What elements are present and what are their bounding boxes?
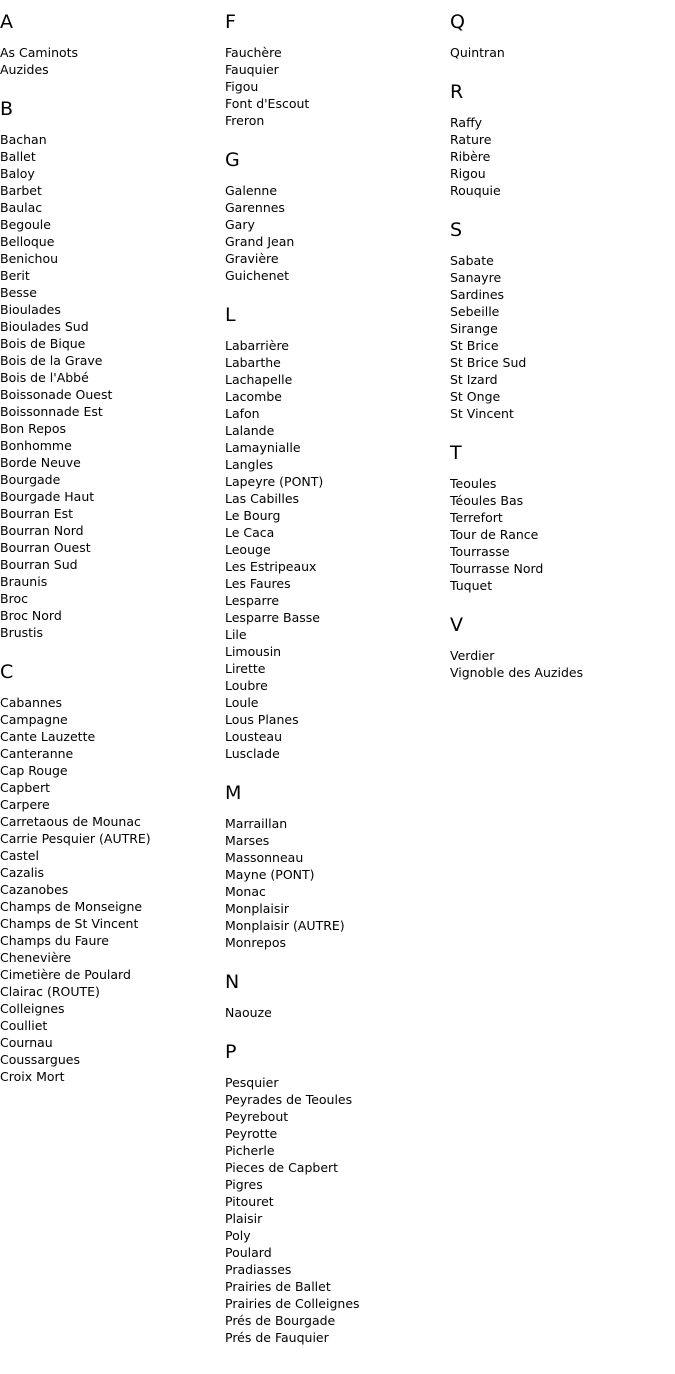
place-link-loule[interactable]: Loule — [225, 695, 259, 710]
place-link-lirette[interactable]: Lirette — [225, 661, 266, 676]
place-link-as-caminots[interactable]: As Caminots — [0, 45, 79, 60]
place-link-peyrebout[interactable]: Peyrebout — [225, 1109, 289, 1124]
place-link-tour-de-rance[interactable]: Tour de Rance — [450, 527, 539, 542]
place-link-champs-de-monseigne[interactable]: Champs de Monseigne — [0, 899, 143, 914]
place-link-cazanobes[interactable]: Cazanobes — [0, 882, 69, 897]
place-link-verdier[interactable]: Verdier — [450, 648, 495, 663]
place-link-carretaous-de-mounac[interactable]: Carretaous de Mounac — [0, 814, 141, 829]
place-list — [450, 114, 675, 199]
place-link-labarthe[interactable]: Labarthe — [225, 355, 281, 370]
place-link-baloy[interactable]: Baloy — [0, 166, 35, 181]
place-link-freron[interactable]: Freron — [225, 113, 265, 128]
place-link-raffy[interactable]: Raffy — [450, 115, 483, 130]
place-link-cante-lauzette[interactable]: Cante Lauzette — [0, 729, 96, 744]
place-link-monplaisir[interactable]: Monplaisir — [225, 901, 290, 916]
place-link-bon-repos[interactable]: Bon Repos — [0, 421, 67, 436]
place-link-pieces-de-capbert[interactable]: Pieces de Capbert — [225, 1160, 339, 1175]
place-link-croix-mort[interactable]: Croix Mort — [0, 1069, 65, 1084]
letter-group-g — [225, 146, 450, 284]
letter-group-b — [0, 95, 225, 641]
place-link-rature[interactable]: Rature — [450, 132, 492, 147]
place-link-besse[interactable]: Besse — [0, 285, 37, 300]
place-link-bourran-sud[interactable]: Bourran Sud — [0, 557, 78, 572]
place-link-carrie-pesquier-autre[interactable]: Carrie Pesquier (AUTRE) — [0, 831, 151, 846]
place-link-coussargues[interactable]: Coussargues — [0, 1052, 80, 1067]
place-link-cabannes[interactable]: Cabannes — [0, 695, 63, 710]
letter-heading: M — [225, 782, 242, 804]
letter-heading: N — [225, 971, 240, 993]
place-link-bois-de-bique[interactable]: Bois de Bique — [0, 336, 86, 351]
place-link-sirange[interactable]: Sirange — [450, 321, 498, 336]
place-link-sabate[interactable]: Sabate — [450, 253, 494, 268]
place-link-begoule[interactable]: Begoule — [0, 217, 51, 232]
place-link-borde-neuve[interactable]: Borde Neuve — [0, 455, 81, 470]
place-link-brustis[interactable]: Brustis — [0, 625, 44, 640]
place-link-bonhomme[interactable]: Bonhomme — [0, 438, 72, 453]
place-link-lacombe[interactable]: Lacombe — [225, 389, 282, 404]
letter-group-l — [225, 301, 450, 762]
place-link-rigou[interactable]: Rigou — [450, 166, 486, 181]
place-link-figou[interactable]: Figou — [225, 79, 259, 94]
place-link-les-faures[interactable]: Les Faures — [225, 576, 291, 591]
place-link-lapeyre-pont[interactable]: Lapeyre (PONT) — [225, 474, 324, 489]
place-link-marraillan[interactable]: Marraillan — [225, 816, 288, 831]
place-link-sanayre[interactable]: Sanayre — [450, 270, 502, 285]
place-link-pres-de-bourgade[interactable]: Prés de Bourgade — [225, 1313, 336, 1328]
place-link-campagne[interactable]: Campagne — [0, 712, 68, 727]
place-link-bachan[interactable]: Bachan — [0, 132, 47, 147]
place-link-labarriere[interactable]: Labarrière — [225, 338, 289, 353]
place-link-le-caca[interactable]: Le Caca — [225, 525, 275, 540]
place-link-tuquet[interactable]: Tuquet — [450, 578, 493, 593]
letter-heading: F — [225, 11, 236, 33]
place-link-champs-du-faure[interactable]: Champs du Faure — [0, 933, 109, 948]
place-link-cap-rouge[interactable]: Cap Rouge — [0, 763, 68, 778]
place-link-lous-planes[interactable]: Lous Planes — [225, 712, 299, 727]
place-list — [225, 815, 450, 951]
letter-group-q — [450, 8, 675, 61]
place-link-bois-de-la-grave[interactable]: Bois de la Grave — [0, 353, 103, 368]
letter-group-s — [450, 216, 675, 422]
place-link-poly[interactable]: Poly — [225, 1228, 251, 1243]
place-link-grand-jean[interactable]: Grand Jean — [225, 234, 295, 249]
place-link-boissonade-ouest[interactable]: Boissonade Ouest — [0, 387, 113, 402]
place-link-capbert[interactable]: Capbert — [0, 780, 50, 795]
letter-heading: A — [0, 11, 13, 33]
place-link-teoules-bas[interactable]: Téoules Bas — [450, 493, 524, 508]
place-link-pradiasses[interactable]: Pradiasses — [225, 1262, 292, 1277]
place-link-broc[interactable]: Broc — [0, 591, 28, 606]
place-link-lesparre-basse[interactable]: Lesparre Basse — [225, 610, 320, 625]
place-link-cheneviere[interactable]: Chenevière — [0, 950, 72, 965]
place-link-coulliet[interactable]: Coulliet — [0, 1018, 48, 1033]
place-list — [450, 647, 675, 681]
letter-group-f — [225, 8, 450, 129]
place-link-lusclade[interactable]: Lusclade — [225, 746, 280, 761]
place-link-guichenet[interactable]: Guichenet — [225, 268, 290, 283]
letter-group-m — [225, 779, 450, 951]
place-link-peyrotte[interactable]: Peyrotte — [225, 1126, 278, 1141]
letter-group-t — [450, 439, 675, 594]
place-link-garennes[interactable]: Garennes — [225, 200, 285, 215]
place-link-baulac[interactable]: Baulac — [0, 200, 43, 215]
place-link-galenne[interactable]: Galenne — [225, 183, 278, 198]
place-link-terrefort[interactable]: Terrefort — [450, 510, 503, 525]
place-link-monplaisir-autre[interactable]: Monplaisir (AUTRE) — [225, 918, 345, 933]
place-link-st-vincent[interactable]: St Vincent — [450, 406, 514, 421]
place-link-marses[interactable]: Marses — [225, 833, 270, 848]
place-link-vignoble-des-auzides[interactable]: Vignoble des Auzides — [450, 665, 584, 680]
place-list — [450, 475, 675, 594]
place-link-auzides[interactable]: Auzides — [0, 62, 49, 77]
place-link-st-brice[interactable]: St Brice — [450, 338, 499, 353]
place-list — [450, 44, 675, 61]
place-link-sebeille[interactable]: Sebeille — [450, 304, 500, 319]
place-link-carpere[interactable]: Carpere — [0, 797, 50, 812]
letter-group-c — [0, 658, 225, 1085]
place-link-les-estripeaux[interactable]: Les Estripeaux — [225, 559, 317, 574]
place-link-peyrades-de-teoules[interactable]: Peyrades de Teoules — [225, 1092, 353, 1107]
place-link-bioulades[interactable]: Bioulades — [0, 302, 61, 317]
place-link-canteranne[interactable]: Canteranne — [0, 746, 74, 761]
place-link-colleignes[interactable]: Colleignes — [0, 1001, 65, 1016]
place-list — [450, 252, 675, 422]
place-link-picherle[interactable]: Picherle — [225, 1143, 275, 1158]
place-link-tourrasse[interactable]: Tourrasse — [450, 544, 510, 559]
place-link-st-onge[interactable]: St Onge — [450, 389, 501, 404]
index-column-2 — [225, 8, 450, 1363]
place-list — [225, 1004, 450, 1021]
place-link-ribere[interactable]: Ribère — [450, 149, 491, 164]
place-link-cimetiere-de-poulard[interactable]: Cimetière de Poulard — [0, 967, 131, 982]
index-column-3 — [450, 8, 675, 698]
place-link-pesquier[interactable]: Pesquier — [225, 1075, 279, 1090]
place-link-lile[interactable]: Lile — [225, 627, 247, 642]
letter-group-v — [450, 611, 675, 681]
place-list — [0, 694, 225, 1085]
place-link-st-brice-sud[interactable]: St Brice Sud — [450, 355, 527, 370]
place-link-pres-de-fauquier[interactable]: Prés de Fauquier — [225, 1330, 329, 1345]
letter-heading: B — [0, 98, 14, 120]
place-link-font-d-escout[interactable]: Font d'Escout — [225, 96, 310, 111]
place-link-teoules[interactable]: Teoules — [450, 476, 497, 491]
place-link-benichou[interactable]: Benichou — [0, 251, 59, 266]
letter-group-a — [0, 8, 225, 78]
place-link-bourran-est[interactable]: Bourran Est — [0, 506, 74, 521]
place-link-castel[interactable]: Castel — [0, 848, 39, 863]
letter-group-p — [225, 1038, 450, 1346]
place-link-lousteau[interactable]: Lousteau — [225, 729, 283, 744]
place-link-bourgade[interactable]: Bourgade — [0, 472, 61, 487]
place-link-lalande[interactable]: Lalande — [225, 423, 275, 438]
place-link-rouquie[interactable]: Rouquie — [450, 183, 501, 198]
place-link-lesparre[interactable]: Lesparre — [225, 593, 280, 608]
place-link-poulard[interactable]: Poulard — [225, 1245, 272, 1260]
place-link-limousin[interactable]: Limousin — [225, 644, 282, 659]
place-link-st-izard[interactable]: St Izard — [450, 372, 498, 387]
place-link-las-cabilles[interactable]: Las Cabilles — [225, 491, 300, 506]
place-link-belloque[interactable]: Belloque — [0, 234, 55, 249]
place-link-bois-de-l-abbe[interactable]: Bois de l'Abbé — [0, 370, 89, 385]
letter-heading: P — [225, 1041, 237, 1063]
letter-heading: G — [225, 149, 240, 171]
place-link-prairies-de-ballet[interactable]: Prairies de Ballet — [225, 1279, 331, 1294]
place-link-plaisir[interactable]: Plaisir — [225, 1211, 263, 1226]
place-link-le-bourg[interactable]: Le Bourg — [225, 508, 281, 523]
place-link-champs-de-st-vincent[interactable]: Champs de St Vincent — [0, 916, 139, 931]
place-link-leouge[interactable]: Leouge — [225, 542, 271, 557]
place-link-bioulades-sud[interactable]: Bioulades Sud — [0, 319, 89, 334]
place-link-bourran-ouest[interactable]: Bourran Ouest — [0, 540, 91, 555]
place-link-pigres[interactable]: Pigres — [225, 1177, 263, 1192]
place-link-naouze[interactable]: Naouze — [225, 1005, 272, 1020]
place-link-fauquier[interactable]: Fauquier — [225, 62, 279, 77]
place-link-bourran-nord[interactable]: Bourran Nord — [0, 523, 84, 538]
letter-heading: Q — [450, 11, 465, 33]
place-link-lamaynialle[interactable]: Lamaynialle — [225, 440, 301, 455]
place-link-clairac-route[interactable]: Clairac (ROUTE) — [0, 984, 100, 999]
place-list — [0, 131, 225, 641]
place-list — [225, 44, 450, 129]
place-link-graviere[interactable]: Gravière — [225, 251, 279, 266]
letter-group-n — [225, 968, 450, 1021]
place-link-gary[interactable]: Gary — [225, 217, 255, 232]
place-link-barbet[interactable]: Barbet — [0, 183, 42, 198]
place-link-tourrasse-nord[interactable]: Tourrasse Nord — [450, 561, 544, 576]
place-list — [225, 337, 450, 762]
place-link-bourgade-haut[interactable]: Bourgade Haut — [0, 489, 95, 504]
place-link-cazalis[interactable]: Cazalis — [0, 865, 45, 880]
place-link-lafon[interactable]: Lafon — [225, 406, 260, 421]
place-link-cournau[interactable]: Cournau — [0, 1035, 53, 1050]
letter-group-r — [450, 78, 675, 199]
place-link-prairies-de-colleignes[interactable]: Prairies de Colleignes — [225, 1296, 360, 1311]
letter-heading: C — [0, 661, 14, 683]
place-link-sardines[interactable]: Sardines — [450, 287, 505, 302]
place-link-braunis[interactable]: Braunis — [0, 574, 48, 589]
place-link-berit[interactable]: Berit — [0, 268, 30, 283]
place-link-fauchere[interactable]: Fauchère — [225, 45, 282, 60]
place-list — [225, 1074, 450, 1346]
place-list — [225, 182, 450, 284]
place-link-monrepos[interactable]: Monrepos — [225, 935, 287, 950]
place-list — [0, 44, 225, 78]
letter-heading: R — [450, 81, 464, 103]
letter-heading: L — [225, 304, 236, 326]
place-link-lachapelle[interactable]: Lachapelle — [225, 372, 293, 387]
place-link-boissonnade-est[interactable]: Boissonnade Est — [0, 404, 103, 419]
index-column-1 — [0, 8, 225, 1102]
place-link-pitouret[interactable]: Pitouret — [225, 1194, 274, 1209]
place-link-broc-nord[interactable]: Broc Nord — [0, 608, 62, 623]
place-link-monac[interactable]: Monac — [225, 884, 266, 899]
place-link-quintran[interactable]: Quintran — [450, 45, 505, 60]
letter-heading: S — [450, 219, 463, 241]
place-link-ballet[interactable]: Ballet — [0, 149, 36, 164]
place-link-mayne-pont[interactable]: Mayne (PONT) — [225, 867, 315, 882]
place-link-loubre[interactable]: Loubre — [225, 678, 268, 693]
place-link-massonneau[interactable]: Massonneau — [225, 850, 304, 865]
place-link-langles[interactable]: Langles — [225, 457, 274, 472]
letter-heading: T — [450, 442, 462, 464]
letter-heading: V — [450, 614, 463, 636]
